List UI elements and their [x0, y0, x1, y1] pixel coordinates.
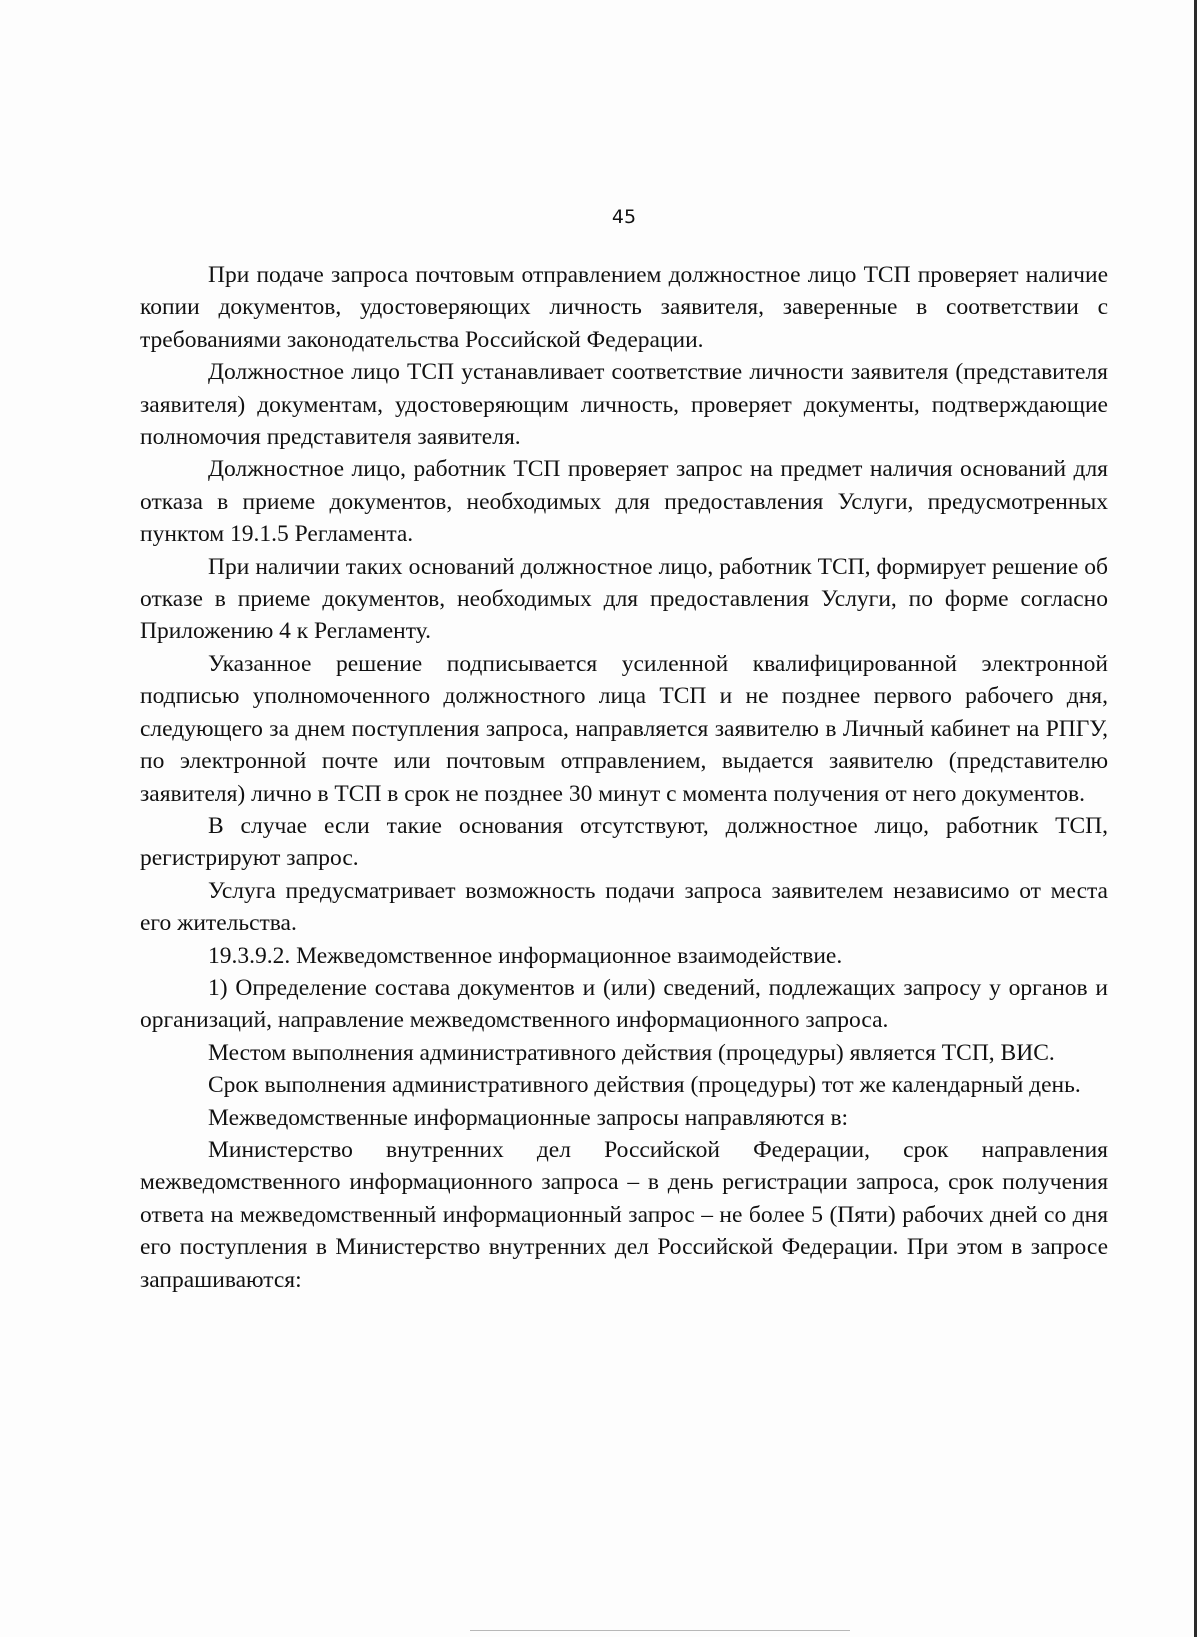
- paragraph: Межведомственные информационные запросы направляются в:: [208, 1104, 849, 1131]
- page-number: 45: [611, 206, 637, 228]
- document-body: [140, 259, 1108, 1296]
- paragraph: При подаче запроса почтовым отправлением должностное лицо ТСП проверяет наличие копии документов, удостоверяющих личность заявителя, заверенные в соответствии с требованиями законодательства Российской Федерации.: [140, 262, 1108, 353]
- scan-edge-bottom: [470, 1630, 850, 1631]
- section-heading: 19.3.9.2. Межведомственное информационное взаимодействие.: [208, 942, 843, 969]
- paragraph: При наличии таких оснований должностное лицо, работник ТСП, формирует решение об отказе в приеме документов, необходимых для предоставления Услуги, по форме согласно Приложению 4 к Регламенту.: [140, 553, 1108, 645]
- paragraph: Должностное лицо, работник ТСП проверяет запрос на предмет наличия оснований для отказа в приеме документов, необходимых для предоставления Услуги, предусмотренных пунктом 19.1.5 Регламента.: [140, 456, 1108, 548]
- paragraph: Должностное лицо ТСП устанавливает соответствие личности заявителя (представителя заявителя) документам, удостоверяющим личность, проверяет документы, подтверждающие полномочия представителя заявителя.: [140, 359, 1108, 451]
- paragraph: В случае если такие основания отсутствуют, должностное лицо, работник ТСП, регистрируют запрос.: [140, 812, 1108, 872]
- paragraph: Срок выполнения административного действия (процедуры) тот же календарный день.: [208, 1072, 1081, 1099]
- paragraph: Указанное решение подписывается усиленной квалифицированной электронной подписью уполномоченного должностного лица ТСП и не позднее первого рабочего дня, следующего за днем поступления запроса, направляется заявителю в Личный кабинет на РПГУ, по электронной почте или почтовым отправлением, выдается заявителю (представителю заявителя) лично в ТСП в срок не позднее 30 минут с момента получения от него документов.: [140, 650, 1108, 807]
- scan-edge-right: [1194, 0, 1197, 1637]
- paragraph: 1) Определение состава документов и (или) сведений, подлежащих запросу у органов и организаций, направление межведомственного информационного запроса.: [140, 974, 1108, 1034]
- paragraph: Местом выполнения административного действия (процедуры) является ТСП, ВИС.: [208, 1039, 1055, 1066]
- paragraph: Услуга предусматривает возможность подачи запроса заявителем независимо от места его жительства.: [140, 877, 1108, 937]
- paragraph: Министерство внутренних дел Российской Федерации, срок направления межведомственного информационного запроса – в день регистрации запроса, срок получения ответа на межведомственный информационный запрос – не более 5 (Пяти) рабочих дней со дня его поступления в Министерство внутренних дел Российской Федерации. При этом в запросе запрашиваются:: [140, 1136, 1108, 1293]
